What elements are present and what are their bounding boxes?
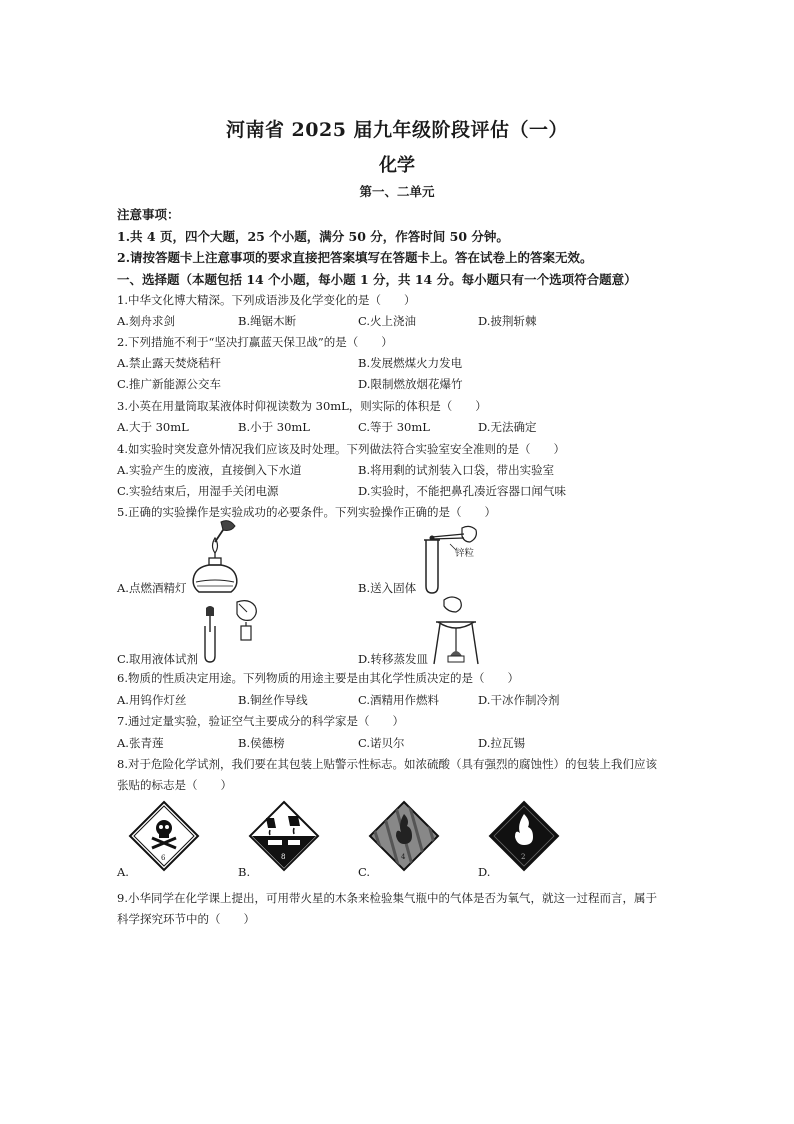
- option-d: D.转移蒸发皿: [358, 652, 428, 666]
- exam-title: 河南省 2025 届九年级阶段评估（一）: [225, 119, 569, 141]
- question-stem: 2.下列措施不利于“坚决打赢蓝天保卫战”的是（ ）: [117, 335, 393, 349]
- option-d: D.披荆斩棘: [478, 314, 537, 328]
- option-c: C.取用液体试剂: [117, 652, 199, 666]
- option-a: A.张青莲: [117, 736, 164, 750]
- option-d: D.拉瓦锡: [478, 736, 525, 750]
- sign-number: 8: [281, 853, 286, 861]
- alcohol-lamp-figure: [185, 520, 245, 600]
- question-stem: 9.小华同学在化学课上提出，可用带火星的木条来检验集气瓶中的气体是否为氧气，就这一过程而言，属于: [117, 891, 657, 905]
- option-b: B.将用剩的试剂装入口袋，带出实验室: [358, 463, 555, 477]
- zinc-label: 锌粒: [455, 548, 475, 559]
- sign-number: 2: [521, 853, 526, 861]
- question-stem: 4.如实验时突发意外情况我们应该及时处理。下列做法符合实验室安全准则的是（ ）: [117, 442, 565, 456]
- option-d: D.无法确定: [478, 420, 537, 434]
- option-a: A.大于 30mL: [117, 420, 189, 434]
- option-d: D.干冰作制冷剂: [478, 693, 560, 707]
- option-b: B.发展燃煤火力发电: [358, 356, 463, 370]
- option-a: A.点燃酒精灯: [117, 581, 187, 595]
- option-b: B.小于 30mL: [238, 420, 310, 434]
- flammable-gas-sign-icon: [488, 800, 560, 872]
- question-stem-cont: 张贴的标志是（ ）: [117, 778, 232, 792]
- note-item: 1.共 4 页，四个大题，25 个小题，满分 50 分，作答时间 50 分钟。: [117, 229, 509, 244]
- option-a: A.用钨作灯丝: [117, 693, 187, 707]
- sign-number: 6: [161, 854, 166, 862]
- option-d: D.实验时，不能把鼻孔凑近容器口闻气味: [358, 484, 566, 498]
- option-a: A.刻舟求剑: [117, 314, 175, 328]
- question-stem: 5.正确的实验操作是实验成功的必要条件。下列实验操作正确的是（ ）: [117, 505, 496, 519]
- option-b: B.: [238, 865, 251, 879]
- option-b: B.绳锯木断: [238, 314, 297, 328]
- evaporating-dish-figure: [430, 594, 482, 666]
- note-item: 2.请按答题卡上注意事项的要求直接把答案填写在答题卡上。答在试卷上的答案无效。: [117, 250, 593, 265]
- notes-heading: 注意事项：: [117, 207, 180, 222]
- option-c: C.推广新能源公交车: [117, 377, 222, 391]
- question-stem: 6.物质的性质决定用途。下列物质的用途主要是由其化学性质决定的是（ ）: [117, 671, 519, 685]
- option-d: D.限制燃放烟花爆竹: [358, 377, 463, 391]
- option-c: C.火上浇油: [358, 314, 417, 328]
- option-a: A.: [117, 865, 129, 879]
- option-c: C.实验结束后，用湿手关闭电源: [117, 484, 279, 498]
- question-stem: 8.对于危险化学试剂，我们要在其包装上贴警示性标志。如浓硫酸（具有强烈的腐蚀性）的包装上我们应该: [117, 757, 657, 771]
- unit-label: 第一、二单元: [359, 184, 435, 199]
- subject-title: 化学: [379, 155, 415, 176]
- sign-number: 4: [401, 853, 406, 861]
- option-a: A.实验产生的废液，直接倒入下水道: [117, 463, 302, 477]
- option-c: C.等于 30mL: [358, 420, 430, 434]
- option-b: B.侯德榜: [238, 736, 285, 750]
- corrosive-sign-icon: [248, 800, 320, 872]
- dropper-figure: [195, 598, 265, 664]
- option-c: C.诺贝尔: [358, 736, 405, 750]
- question-stem-cont: 科学探究环节中的（ ）: [117, 912, 255, 926]
- option-b: B.铜丝作导线: [238, 693, 308, 707]
- option-b: B.送入固体: [358, 581, 417, 595]
- option-d: D.: [478, 865, 491, 879]
- question-stem: 7.通过定量实验，验证空气主要成分的科学家是（ ）: [117, 714, 404, 728]
- question-stem: 3.小英在用量筒取某液体时仰视读数为 30mL，则实际的体积是（ ）: [117, 399, 487, 413]
- option-c: C.酒精用作燃料: [358, 693, 440, 707]
- flammable-solid-sign-icon: [368, 800, 440, 872]
- question-stem: 1.中华文化博大精深。下列成语涉及化学变化的是（ ）: [117, 293, 416, 307]
- option-a: A.禁止露天焚烧秸秆: [117, 356, 221, 370]
- section-title: 一、选择题（本题包括 14 个小题，每小题 1 分，共 14 分。每小题只有一个选项符合题意）: [117, 272, 637, 287]
- option-c: C.: [358, 865, 371, 879]
